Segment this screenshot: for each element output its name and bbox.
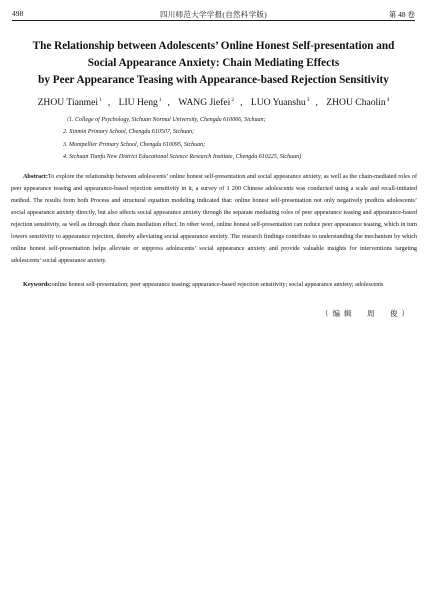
- paper-title: [10, 38, 417, 89]
- author-name: LIU Heng: [118, 97, 158, 109]
- running-header: [12, 6, 415, 20]
- volume-number: 第 48 卷: [388, 10, 415, 19]
- abstract: [11, 171, 417, 267]
- abstract-text: To explore the relationship between adolescents’ online honest self-presentation and social appearance anxiety, as well as the chain-mediated roles of peer appearance teasing and appearance-based rejection sensitivity in it, a survey of 1 200 Chinese adolescents was conducted using a scale and recall-initiated method. The results from both Process and structural equation modeling indicated that: online honest self-presentation not only negatively predicts adolescents’ social appearance anxiety directly, but also affects social appearance anxiety through the separate mediating roles of peer appearance teasing and appearance-based rejection sensitivity, as well as through their chain mediation effect. In other word, online honest self-presentation can reduce peer appearance teasing, which in turn lowers sensitivity to appearance rejection, thereby alleviating social appearance anxiety. The research findings contribute to understanding the mechanism by which online honest self-presentation helps alleviate or suppress adolescents’ social appearance anxiety and provide valuable insights for interventions targeting adolescents’ social appearance anxiety.: [11, 174, 417, 265]
- author-affiliation-mark: 1: [158, 97, 162, 103]
- author-name: WANG Jiefei: [178, 97, 231, 109]
- author-affiliation-mark: 2: [231, 97, 235, 103]
- keywords: [11, 279, 417, 291]
- author-separator: ,: [240, 97, 243, 109]
- author: [119, 97, 162, 108]
- author: [178, 97, 234, 108]
- author-name: ZHOU Tianmei: [37, 97, 99, 109]
- author-affiliation-mark: 1: [99, 97, 102, 103]
- keywords-text: online honest self-presentation; peer appearance teasing; appearance-based rejection sensitivity; social appearance anxiety; adolescents: [51, 282, 384, 288]
- author-name: LUO Yuanshu: [250, 97, 306, 109]
- abstract-label: Abstract:: [23, 174, 48, 180]
- author: [38, 97, 102, 108]
- author-separator: ,: [167, 97, 170, 109]
- author-name: ZHOU Chaolin: [326, 97, 386, 109]
- author-separator: ,: [315, 97, 318, 109]
- title-line-1: The Relationship between Adolescents’ Online Honest Self-presentation and: [32, 40, 395, 52]
- affiliation: （1. College of Psychology, Sichuan Normal University, Chengdu 610066, Sichuan;: [63, 117, 266, 123]
- author-affiliation-mark: 4: [386, 97, 390, 103]
- author-affiliation-mark: 3: [306, 97, 310, 103]
- affiliation: 2. Xinmin Primary School, Chengdu 610507, Sichuan;: [63, 129, 195, 136]
- title-line-2: Social Appearance Anxiety: Chain Mediating Effects: [87, 57, 340, 69]
- author: [251, 97, 310, 108]
- keywords-label: Keywords:: [23, 282, 52, 288]
- affiliation: 3. Montpellier Primary School, Chengdu 610095, Sichuan;: [63, 141, 206, 148]
- title-line-3: by Peer Appearance Teasing with Appearance-based Rejection Sensitivity: [38, 74, 389, 86]
- page-number: 498: [12, 9, 24, 18]
- affiliation: 4. Sichuan Tianfu New District Educational Science Research Institute, Chengdu 610225, Sichuan): [63, 154, 302, 161]
- author-list: [10, 97, 417, 108]
- affiliation-list: [63, 114, 363, 164]
- journal-name: 四川师范大学学报(自然科学版): [160, 10, 267, 19]
- header-rule: [12, 20, 415, 21]
- author: [326, 97, 389, 108]
- editor-note: （编辑 周 俊）: [321, 309, 413, 318]
- author-separator: ,: [107, 97, 111, 109]
